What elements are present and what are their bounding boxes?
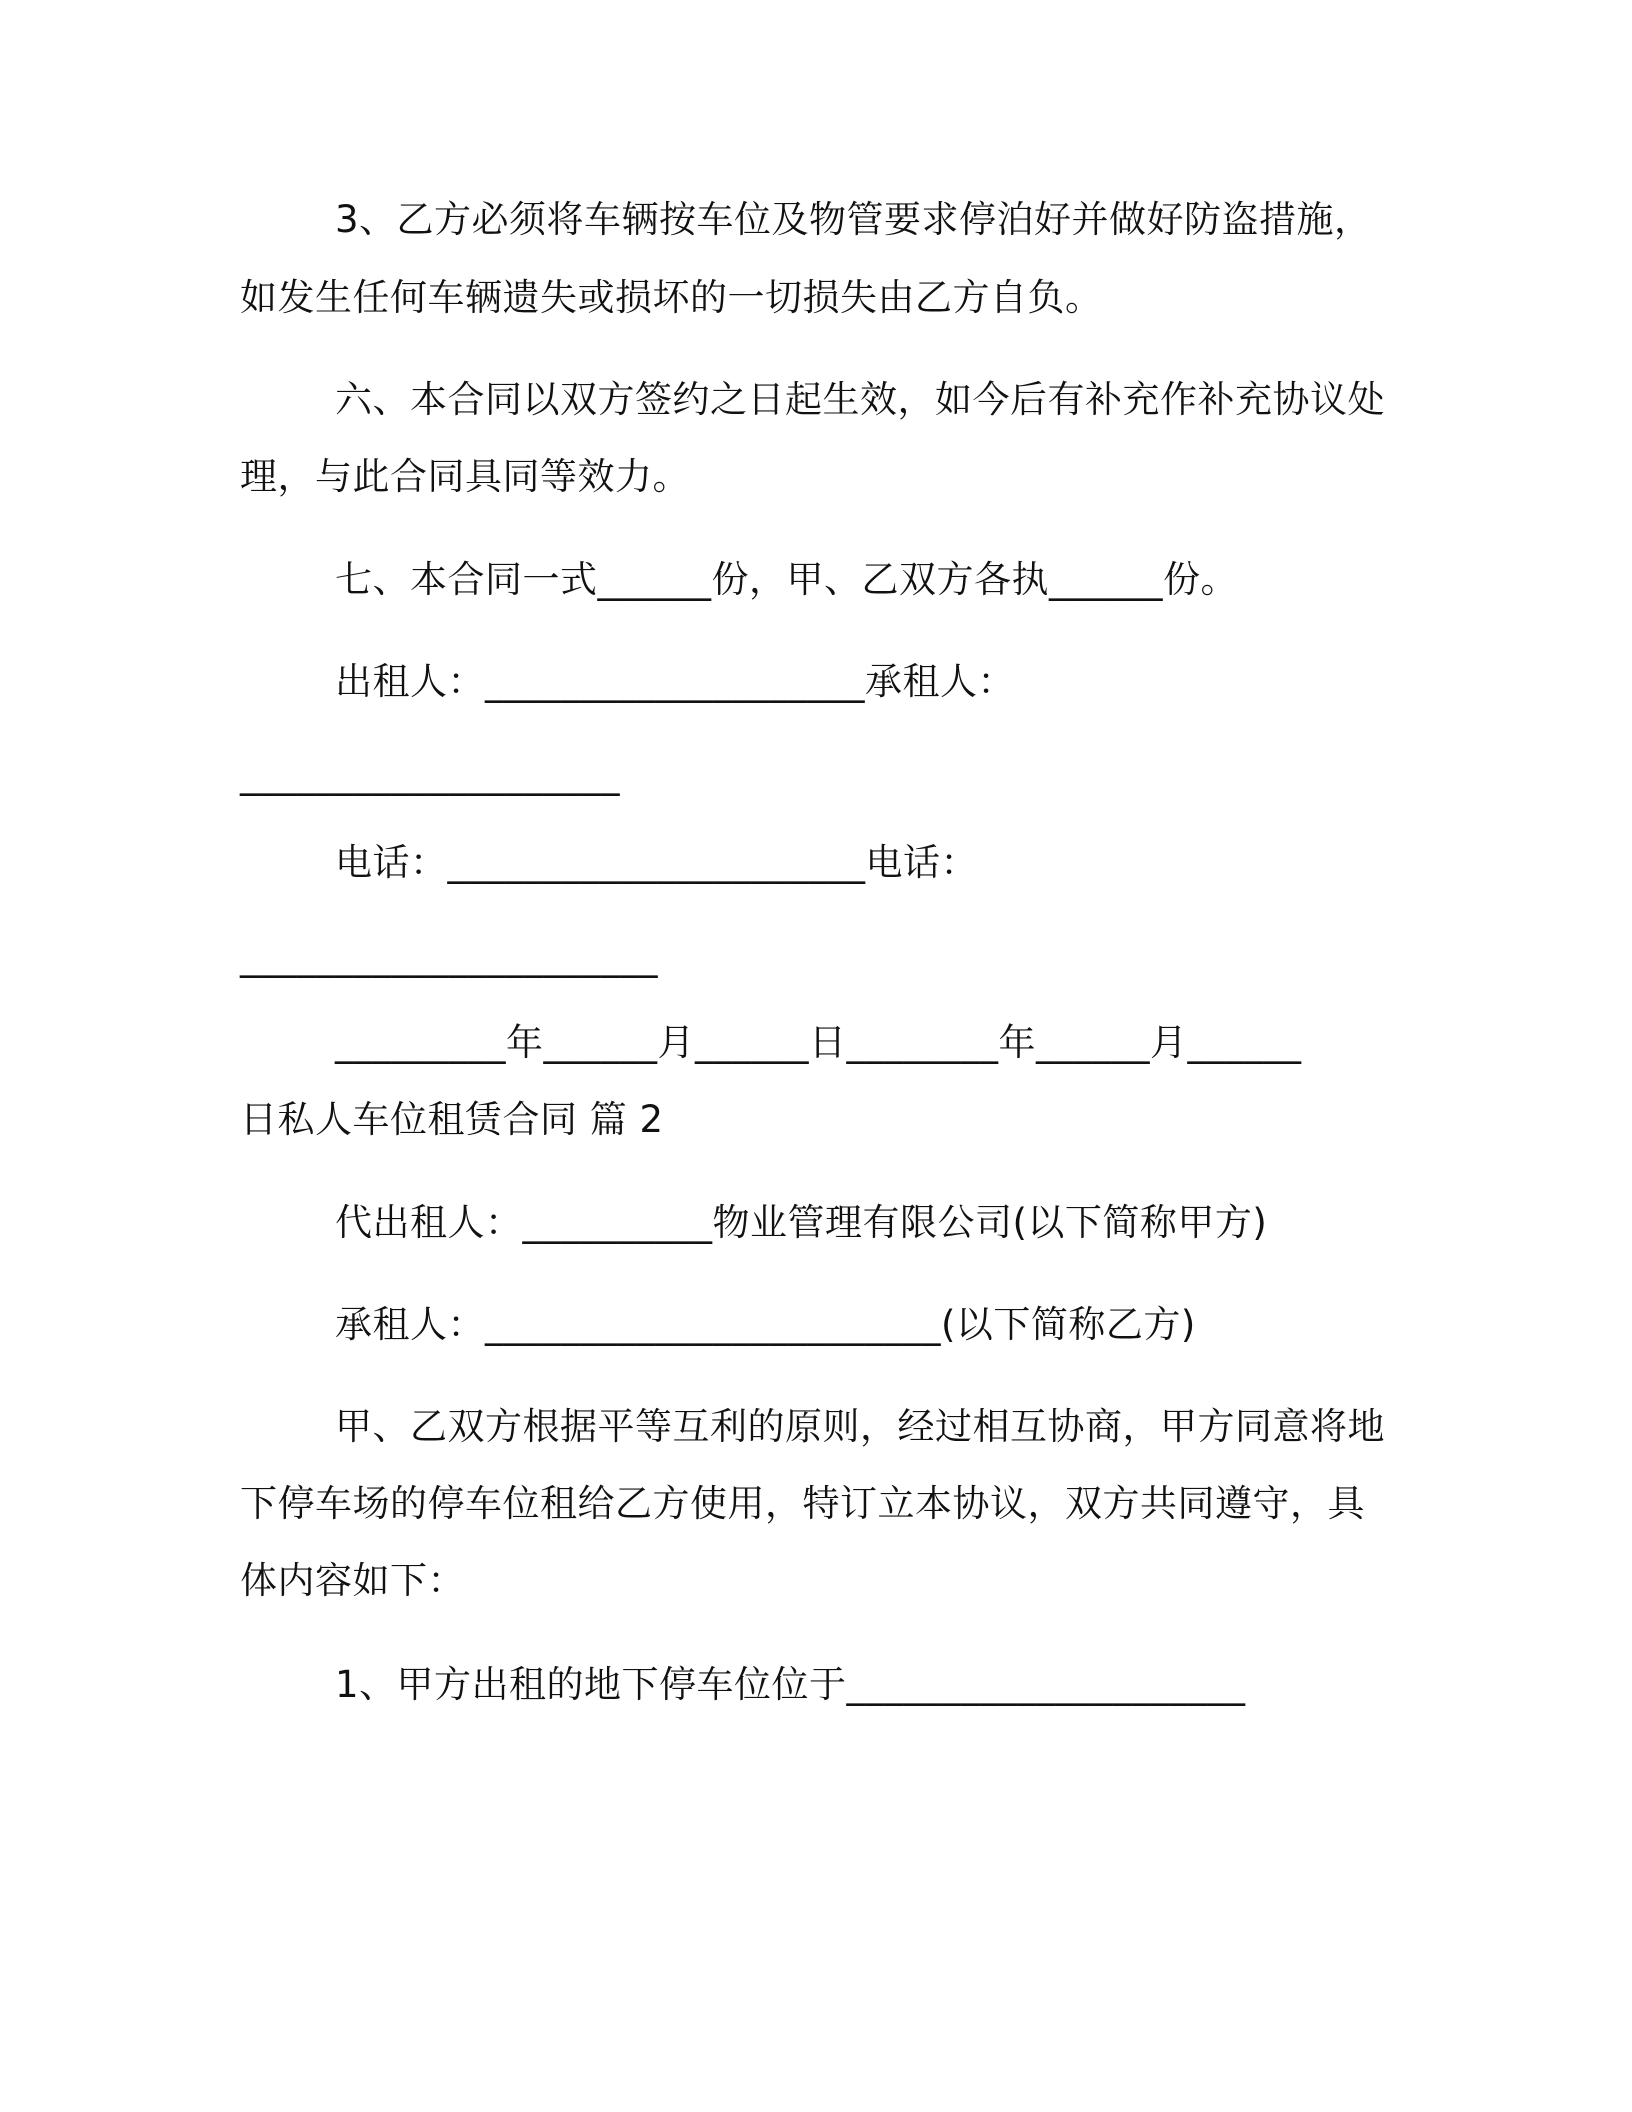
agent-lessor-line: 代出租人：__________物业管理有限公司(以下简称甲方) [335, 1201, 1268, 1244]
clause-3-line-1: 3、乙方必须将车辆按车位及物管要求停泊好并做好防盗措施， [335, 198, 1372, 241]
section-heading: 日私人车位租赁合同 篇 2 [240, 1098, 664, 1141]
preamble-line-1: 甲、乙双方根据平等互利的原则，经过相互协商，甲方同意将地 [335, 1405, 1385, 1448]
clause-6-line-2: 理，与此合同具同等效力。 [240, 455, 690, 498]
phone-line: 电话：______________________电话： [335, 841, 978, 884]
clause-7: 七、本合同一式______份，甲、乙双方各执______份。 [335, 558, 1238, 601]
clause-3-line-2: 如发生任何车辆遗失或损坏的一切损失由乙方自负。 [240, 276, 1103, 319]
preamble-line-2: 下停车场的停车位租给乙方使用，特订立本协议，双方共同遵守，具 [240, 1482, 1365, 1525]
lessee-line: 承租人：________________________(以下简称乙方) [335, 1303, 1196, 1346]
clause-6-line-1: 六、本合同以双方签约之日起生效，如今后有补充作补充协议处 [335, 378, 1385, 421]
date-line: _________年______月______日________年______月______ [335, 1021, 1302, 1064]
preamble-line-3: 体内容如下： [240, 1559, 465, 1602]
lessor-lessee-line: 出租人：____________________承租人： [335, 660, 1015, 703]
phone-blank: ______________________ [240, 935, 658, 978]
lessee-blank: ____________________ [240, 753, 620, 796]
clause-1: 1、甲方出租的地下停车位位于_____________________ [335, 1663, 1246, 1706]
